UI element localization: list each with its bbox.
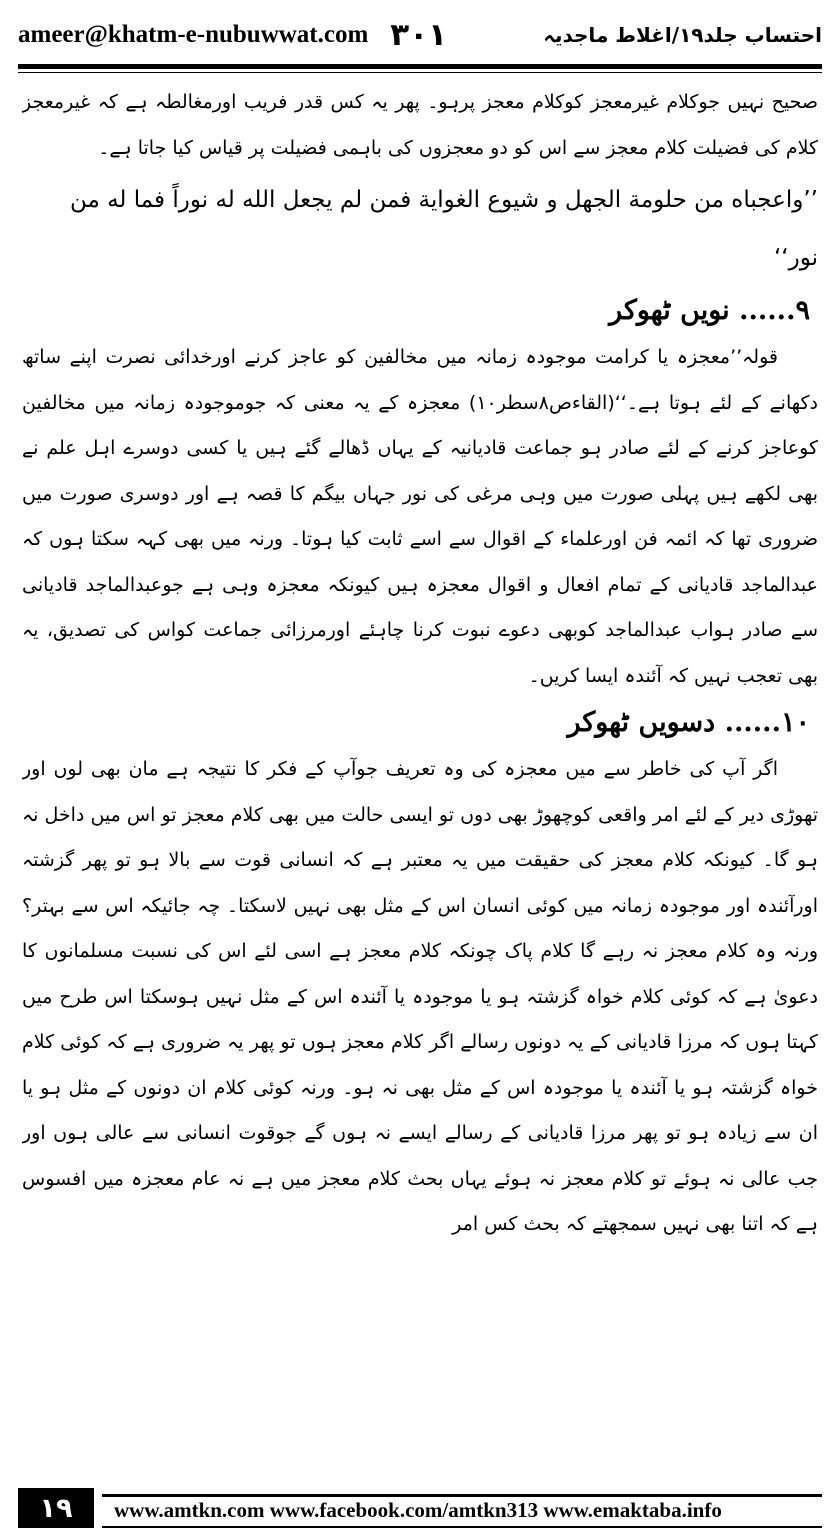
- header-book-title: احتساب جلد۱۹/اغلاط ماجدیہ: [543, 23, 822, 47]
- header-left: [18, 17, 447, 53]
- page-header: [18, 8, 822, 62]
- heading-ninth-stumble: ۹...... نویں ٹھوکر: [609, 295, 810, 326]
- header-rule-thin: [18, 72, 822, 73]
- page-body: [22, 80, 818, 1475]
- footer-rule-top: [102, 1494, 822, 1497]
- header-page-number: ۳۰۱: [390, 17, 448, 53]
- paragraph-3: اگر آپ کی خاطر سے میں معجزہ کی وہ تعریف جوآپ کے فکر کا نتیجہ ہے مان بھی لوں اور تھوڑی دیر کے لئے امر واقعی کوچھوڑ بھی دوں تو ایسی حالت میں بھی کلام معجز تو اس میں داخل نہ ہو گا۔ کیونکہ کلام معجز کی حقیقت میں یہ معتبر ہے کہ انسانی قوت سے بالا ہو تو پھر گزشتہ اورآئندہ اور موجودہ زمانہ میں کوئی انسان اس کے مثل بھی نہیں لاسکتا۔ چہ جائیکہ اس سے بہتر؟ ورنہ وہ کلام معجز نہ رہے گا کلام پاک چونکہ کلام معجز ہے اسی لئے اس کی نسبت مسلمانوں کا دعویٰ ہے کہ کوئی کلام خواہ گزشتہ ہو یا موجودہ یا آئندہ اس کے مثل نہیں ہوسکتا اس طرح میں کہتا ہوں کہ مرزا قادیانی کے یہ دونوں رسالے اگر کلام معجز ہوں تو پھر یہ ضروری ہے کہ کوئی کلام خواہ گزشتہ ہو یا آئندہ یا موجودہ اس کے مثل بھی نہ ہو۔ ورنہ کوئی کلام ان دونوں کے مثل ہو یا ان سے زیادہ ہو تو پھر مرزا قادیانی کے رسالے ایسے نہ ہوں گے جوقوت انسانی سے عالی ہوں اور جب عالی نہ ہوئے تو کلام معجز نہ ہوئے یہاں بحث کلام معجز میں ہے نہ عام معجزہ میں افسوس ہے کہ اتنا بھی نہیں سمجھتے کہ بحث کس امر: [22, 758, 818, 1235]
- heading-tenth-stumble: ۱۰...... دسویں ٹھوکر: [567, 707, 810, 738]
- footer-folio-number: ۱۹: [18, 1488, 94, 1528]
- header-rule-thick: [18, 64, 822, 69]
- paragraph-2: قولہ’’معجزہ یا کرامت موجودہ زمانہ میں مخالفین کو عاجز کرنے اورخدائی نصرت اپنے ساتھ دکھانے کے لئے ہوتا ہے۔‘‘(القاءص۸سطر۱۰) معجزہ کے یہ معنی کہ جوموجودہ زمانہ میں مخالفین کوعاجز کرنے کے لئے صادر ہو جماعت قادیانیہ کے یہاں ڈھالے گئے ہیں یا کسی دوسرے اہل علم نے بھی لکھے ہیں پہلی صورت میں وہی مرغی کی نور جہاں بیگم کا قصہ ہے اور دوسری صورت میں ضروری تھا کہ ائمہ فن اورعلماء کے اقوال سے اسے ثابت کیا ہوتا۔ ورنہ میں بھی کہہ سکتا ہوں کہ عبدالماجد قادیانی کے تمام افعال و اقوال معجزہ ہیں کیونکہ معجزہ وہی ہے جوعبدالماجد قادیانی سے صادر ہواب عبدالماجد کوبھی دعوے نبوت کرنا چاہئے اورمرزائی جماعت کواس کی تصدیق، یہ بھی تعجب نہیں کہ آئندہ ایسا کریں۔: [22, 346, 818, 687]
- page-footer: [18, 1488, 822, 1528]
- header-email: ameer@khatm-e-nubuwwat.com: [18, 21, 369, 48]
- arabic-quote: ’’واعجباه من حلومة الجهل و شيوع الغواية فمن لم يجعل الله له نوراً فما له من نور‘‘: [69, 187, 818, 271]
- footer-website-links: www.amtkn.com www.facebook.com/amtkn313 www.emaktaba.info: [114, 1498, 722, 1522]
- footer-rule-bottom: [102, 1526, 822, 1528]
- paragraph-1: صحیح نہیں جوکلام غیرمعجز کوکلام معجز پرہو۔ پھر یہ کس قدر فریب اورمغالطہ ہے کہ غیرمعجز کلام کی فضیلت کلام معجز سے اس کو دو معجزوں کی باہمی فضیلت پر قیاس کیا جاتا ہے۔: [22, 91, 818, 159]
